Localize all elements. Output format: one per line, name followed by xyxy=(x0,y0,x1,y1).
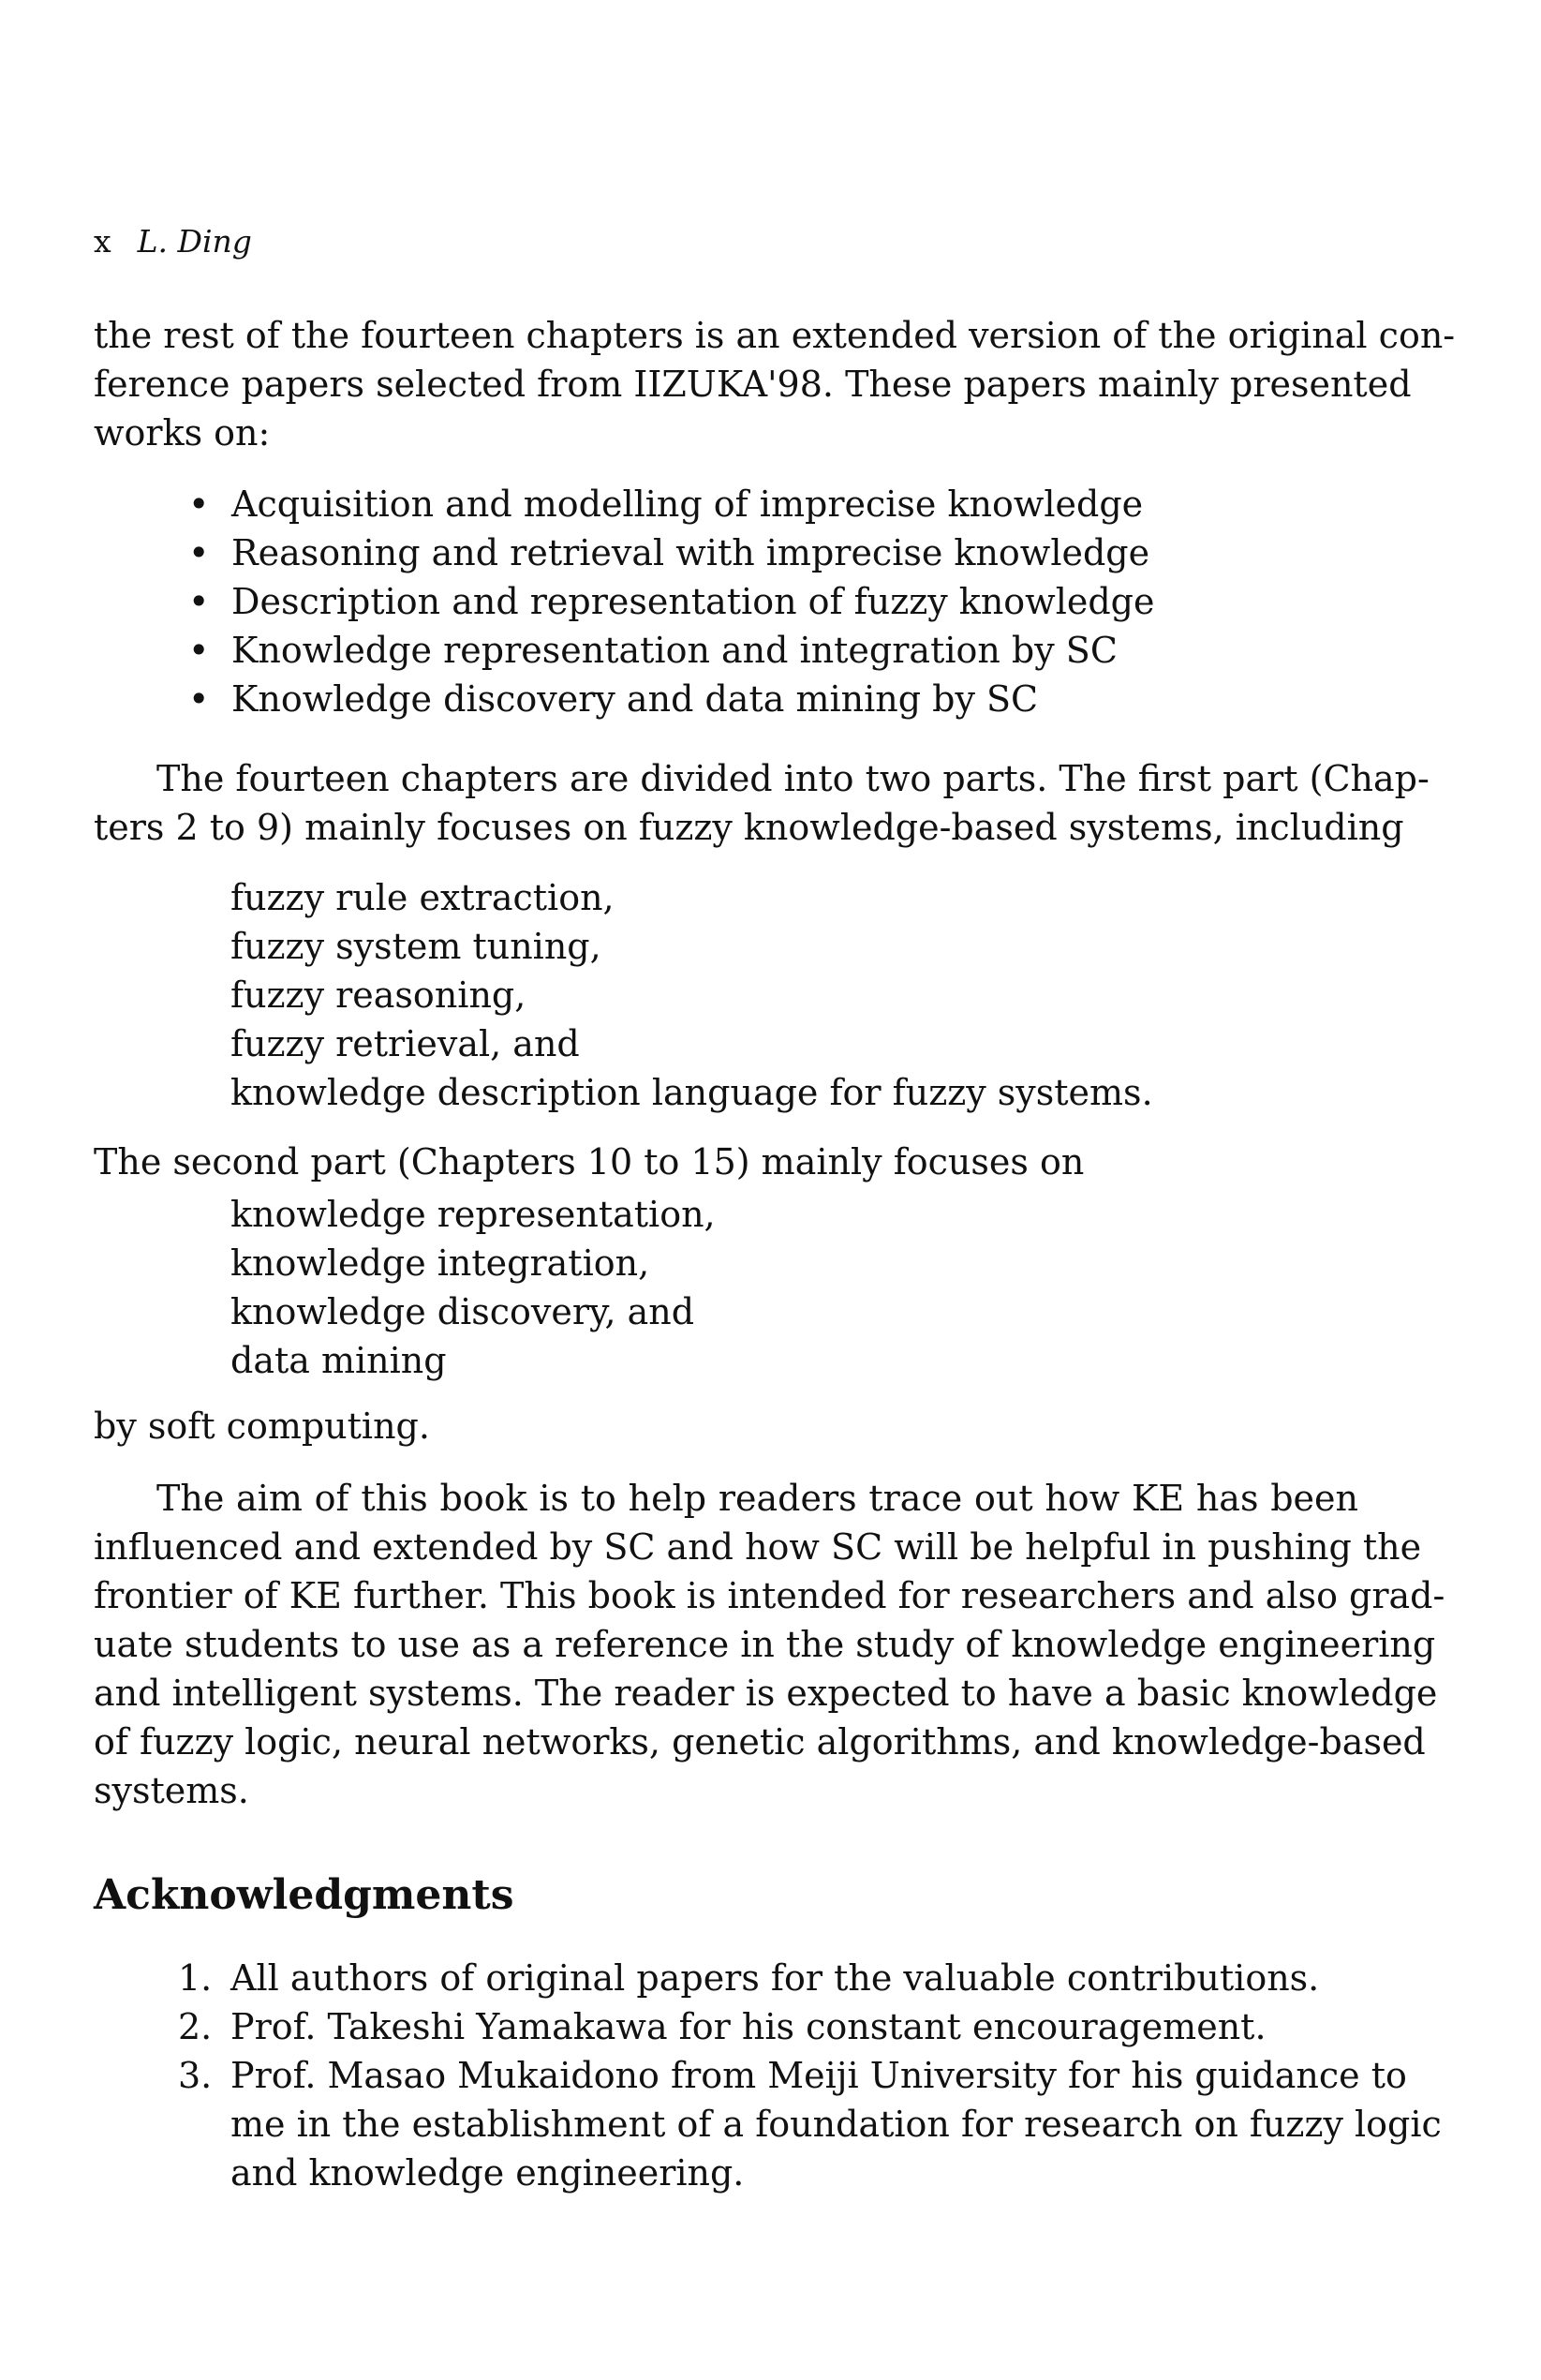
item-text: knowledge description language for fuzzy systems. xyxy=(230,1072,1153,1113)
bullet-icon: • xyxy=(188,483,210,525)
paragraph-line: and intelligent systems. The reader is expected to have a basic knowledge xyxy=(94,1673,1438,1714)
item-text: All authors of original papers for the valuable contributions. xyxy=(230,1957,1320,1999)
list-item-text: Knowledge representation and integration by SC xyxy=(231,630,1118,671)
item-text: me in the establishment of a foundation for research on fuzzy logic xyxy=(230,2104,1442,2145)
item-text: data mining xyxy=(230,1340,447,1381)
item-text: fuzzy system tuning, xyxy=(230,926,601,967)
item-text: and knowledge engineering. xyxy=(230,2152,745,2194)
list-item-text: Acquisition and modelling of imprecise knowledge xyxy=(231,483,1144,525)
item-text: Prof. Takeshi Yamakawa for his constant encouragement. xyxy=(230,2006,1267,2047)
paragraph-line: the rest of the fourteen chapters is an extended version of the original con- xyxy=(94,315,1456,356)
bullet-icon: • xyxy=(188,532,210,573)
paragraph-line: works on: xyxy=(94,412,271,454)
item-text: knowledge discovery, and xyxy=(230,1291,695,1332)
author-name: L. Ding xyxy=(137,223,252,260)
list-item-text: Reasoning and retrieval with imprecise knowledge xyxy=(231,532,1150,573)
item-number: 2. xyxy=(178,2006,213,2047)
paragraph-line: The aim of this book is to help readers trace out how KE has been xyxy=(156,1478,1358,1519)
paragraph-line: of fuzzy logic, neural networks, genetic algorithms, and knowledge-based xyxy=(94,1721,1426,1763)
paragraph-line: The fourteen chapters are divided into two parts. The first part (Chap- xyxy=(156,758,1430,799)
list-item-text: Description and representation of fuzzy knowledge xyxy=(231,581,1155,622)
running-header xyxy=(94,223,252,260)
paragraph-line: frontier of KE further. This book is intended for researchers and also grad- xyxy=(94,1575,1445,1616)
bullet-icon: • xyxy=(188,630,210,671)
paragraph-line: systems. xyxy=(94,1770,249,1811)
item-text: Prof. Masao Mukaidono from Meiji University for his guidance to xyxy=(230,2055,1407,2096)
paragraph-line: by soft computing. xyxy=(94,1406,430,1447)
paragraph-line: The second part (Chapters 10 to 15) mainly focuses on xyxy=(94,1141,1085,1183)
list-item-text: Knowledge discovery and data mining by SC xyxy=(231,678,1039,720)
item-text: fuzzy rule extraction, xyxy=(230,877,615,918)
item-number: 1. xyxy=(178,1957,213,1999)
bullet-icon: • xyxy=(188,678,210,720)
item-text: fuzzy retrieval, and xyxy=(230,1023,580,1064)
paragraph-line: uate students to use as a reference in the study of knowledge engineering xyxy=(94,1624,1436,1665)
paragraph-line: ference papers selected from IIZUKA'98. These papers mainly presented xyxy=(94,364,1412,405)
item-number: 3. xyxy=(178,2055,213,2096)
paragraph-line: ters 2 to 9) mainly focuses on fuzzy knowledge-based systems, including xyxy=(94,807,1404,848)
item-text: fuzzy reasoning, xyxy=(230,974,526,1016)
bullet-icon: • xyxy=(188,581,210,622)
item-text: knowledge representation, xyxy=(230,1194,716,1235)
paragraph-line: influenced and extended by SC and how SC will be helpful in pushing the xyxy=(94,1526,1422,1568)
section-heading: Acknowledgments xyxy=(94,1871,514,1919)
page-number: x xyxy=(94,223,111,260)
item-text: knowledge integration, xyxy=(230,1242,650,1284)
